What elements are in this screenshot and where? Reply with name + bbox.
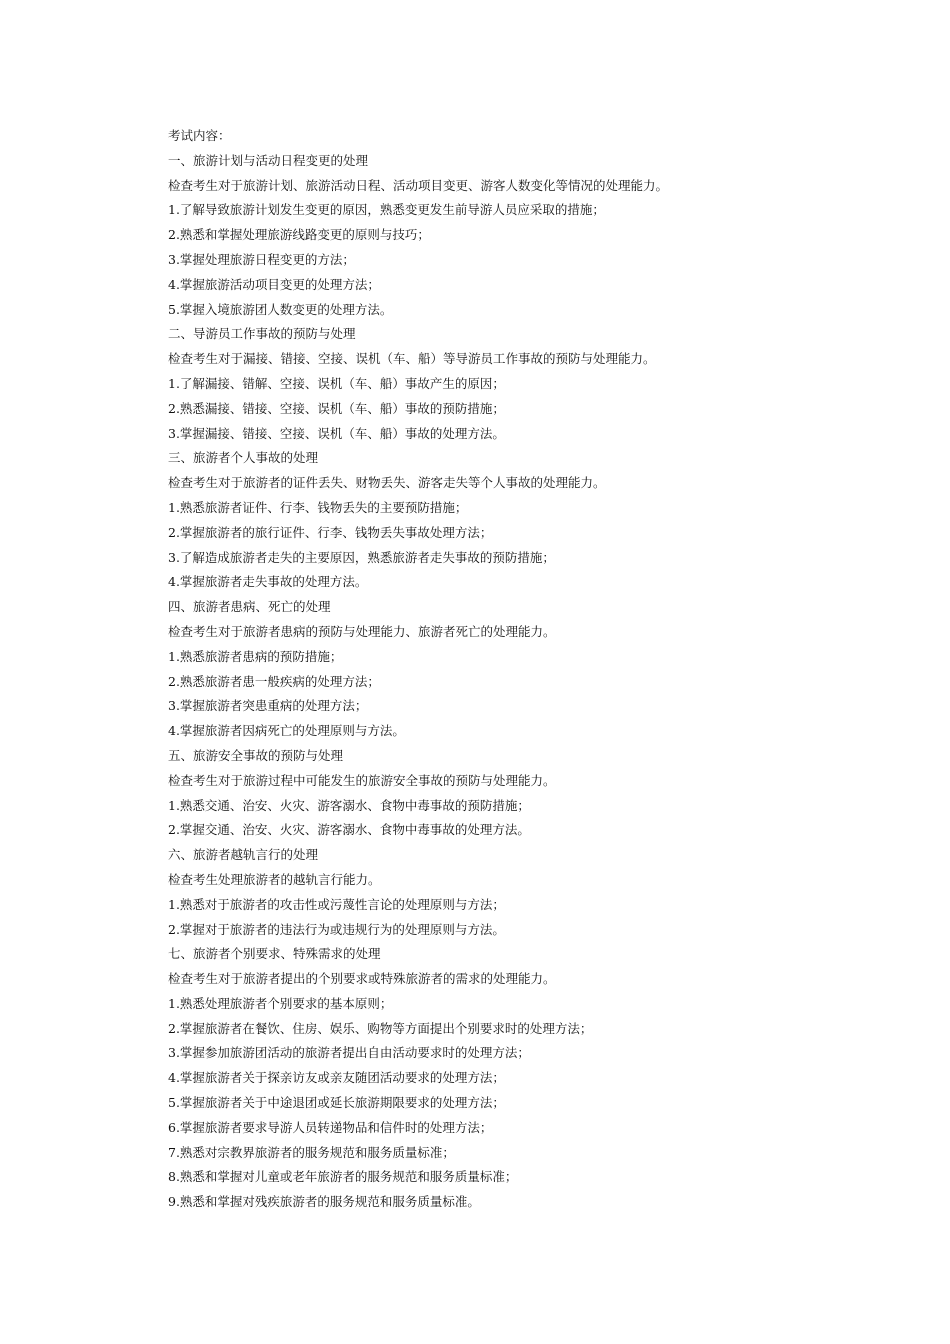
section-summary: 检查考生对于旅游者的证件丢失、财物丢失、游客走失等个人事故的处理能力。 — [168, 475, 606, 491]
section-title: 六、旅游者越轨言行的处理 — [168, 847, 319, 863]
section — [168, 322, 888, 446]
list-item: 3.掌握处理旅游日程变更的方法； — [168, 251, 355, 267]
list-item: 4.掌握旅游者因病死亡的处理原则与方法。 — [168, 723, 405, 739]
list-item: 5.掌握入境旅游团人数变更的处理方法。 — [168, 301, 393, 317]
section — [168, 744, 888, 843]
list-item: 1.熟悉旅游者患病的预防措施； — [168, 648, 343, 664]
list-item: 4.掌握旅游活动项目变更的处理方法； — [168, 276, 380, 292]
section-summary: 检查考生对于旅游计划、旅游活动日程、活动项目变更、游客人数变化等情况的处理能力。 — [168, 177, 669, 193]
list-item: 2.熟悉和掌握处理旅游线路变更的原则与技巧； — [168, 227, 430, 243]
list-item: 2.熟悉漏接、错接、空接、误机（车、船）事故的预防措施； — [168, 400, 505, 416]
section — [168, 149, 888, 323]
list-item: 2.熟悉旅游者患一般疾病的处理方法； — [168, 673, 380, 689]
section — [168, 595, 888, 744]
list-item: 1.熟悉旅游者证件、行李、钱物丢失的主要预防措施； — [168, 499, 468, 515]
section-summary: 检查考生对于旅游过程中可能发生的旅游安全事故的预防与处理能力。 — [168, 772, 556, 788]
section-title: 四、旅游者患病、死亡的处理 — [168, 599, 331, 615]
list-item: 8.熟悉和掌握对儿童或老年旅游者的服务规范和服务质量标准； — [168, 1169, 518, 1185]
list-item: 3.了解造成旅游者走失的主要原因，熟悉旅游者走失事故的预防措施； — [168, 549, 555, 565]
list-item: 7.熟悉对宗教界旅游者的服务规范和服务质量标准； — [168, 1144, 455, 1160]
section-list — [168, 149, 888, 1215]
list-item: 4.掌握旅游者走失事故的处理方法。 — [168, 574, 368, 590]
list-item: 9.熟悉和掌握对残疾旅游者的服务规范和服务质量标准。 — [168, 1194, 480, 1210]
list-item: 3.掌握旅游者突患重病的处理方法； — [168, 698, 368, 714]
section-title: 五、旅游安全事故的预防与处理 — [168, 747, 344, 763]
list-item: 2.掌握旅游者在餐饮、住房、娱乐、购物等方面提出个别要求时的处理方法； — [168, 1020, 593, 1036]
section-summary: 检查考生处理旅游者的越轨言行能力。 — [168, 871, 381, 887]
section — [168, 843, 888, 942]
list-item: 5.掌握旅游者关于中途退团或延长旅游期限要求的处理方法； — [168, 1095, 505, 1111]
list-item: 1.了解导致旅游计划发生变更的原因，熟悉变更发生前导游人员应采取的措施； — [168, 202, 605, 218]
section-summary: 检查考生对于漏接、错接、空接、误机（车、船）等导游员工作事故的预防与处理能力。 — [168, 351, 656, 367]
section-title: 一、旅游计划与活动日程变更的处理 — [168, 152, 369, 168]
list-item: 2.掌握旅游者的旅行证件、行李、钱物丢失事故处理方法； — [168, 524, 493, 540]
document-body — [168, 124, 888, 1215]
list-item: 2.掌握交通、治安、火灾、游客溺水、食物中毒事故的处理方法。 — [168, 822, 530, 838]
section-title: 七、旅游者个别要求、特殊需求的处理 — [168, 946, 381, 962]
section — [168, 446, 888, 595]
section-summary: 检查考生对于旅游者提出的个别要求或特殊旅游者的需求的处理能力。 — [168, 971, 556, 987]
list-item: 6.掌握旅游者要求导游人员转递物品和信件时的处理方法； — [168, 1119, 493, 1135]
list-item: 1.熟悉对于旅游者的攻击性或污蔑性言论的处理原则与方法； — [168, 896, 505, 912]
list-item: 1.熟悉处理旅游者个别要求的基本原则； — [168, 995, 393, 1011]
list-item: 1.熟悉交通、治安、火灾、游客溺水、食物中毒事故的预防措施； — [168, 797, 530, 813]
section-title: 三、旅游者个人事故的处理 — [168, 450, 319, 466]
list-item: 3.掌握参加旅游团活动的旅游者提出自由活动要求时的处理方法； — [168, 1045, 530, 1061]
list-item: 2.掌握对于旅游者的违法行为或违规行为的处理原则与方法。 — [168, 921, 505, 937]
list-item: 3.掌握漏接、错接、空接、误机（车、船）事故的处理方法。 — [168, 425, 505, 441]
list-item: 4.掌握旅游者关于探亲访友或亲友随团活动要求的处理方法； — [168, 1070, 505, 1086]
section-summary: 检查考生对于旅游者患病的预防与处理能力、旅游者死亡的处理能力。 — [168, 623, 556, 639]
list-item: 1.了解漏接、错解、空接、误机（车、船）事故产生的原因； — [168, 375, 505, 391]
section-title: 二、导游员工作事故的预防与处理 — [168, 326, 356, 342]
section — [168, 942, 888, 1215]
document-heading: 考试内容： — [168, 128, 231, 143]
